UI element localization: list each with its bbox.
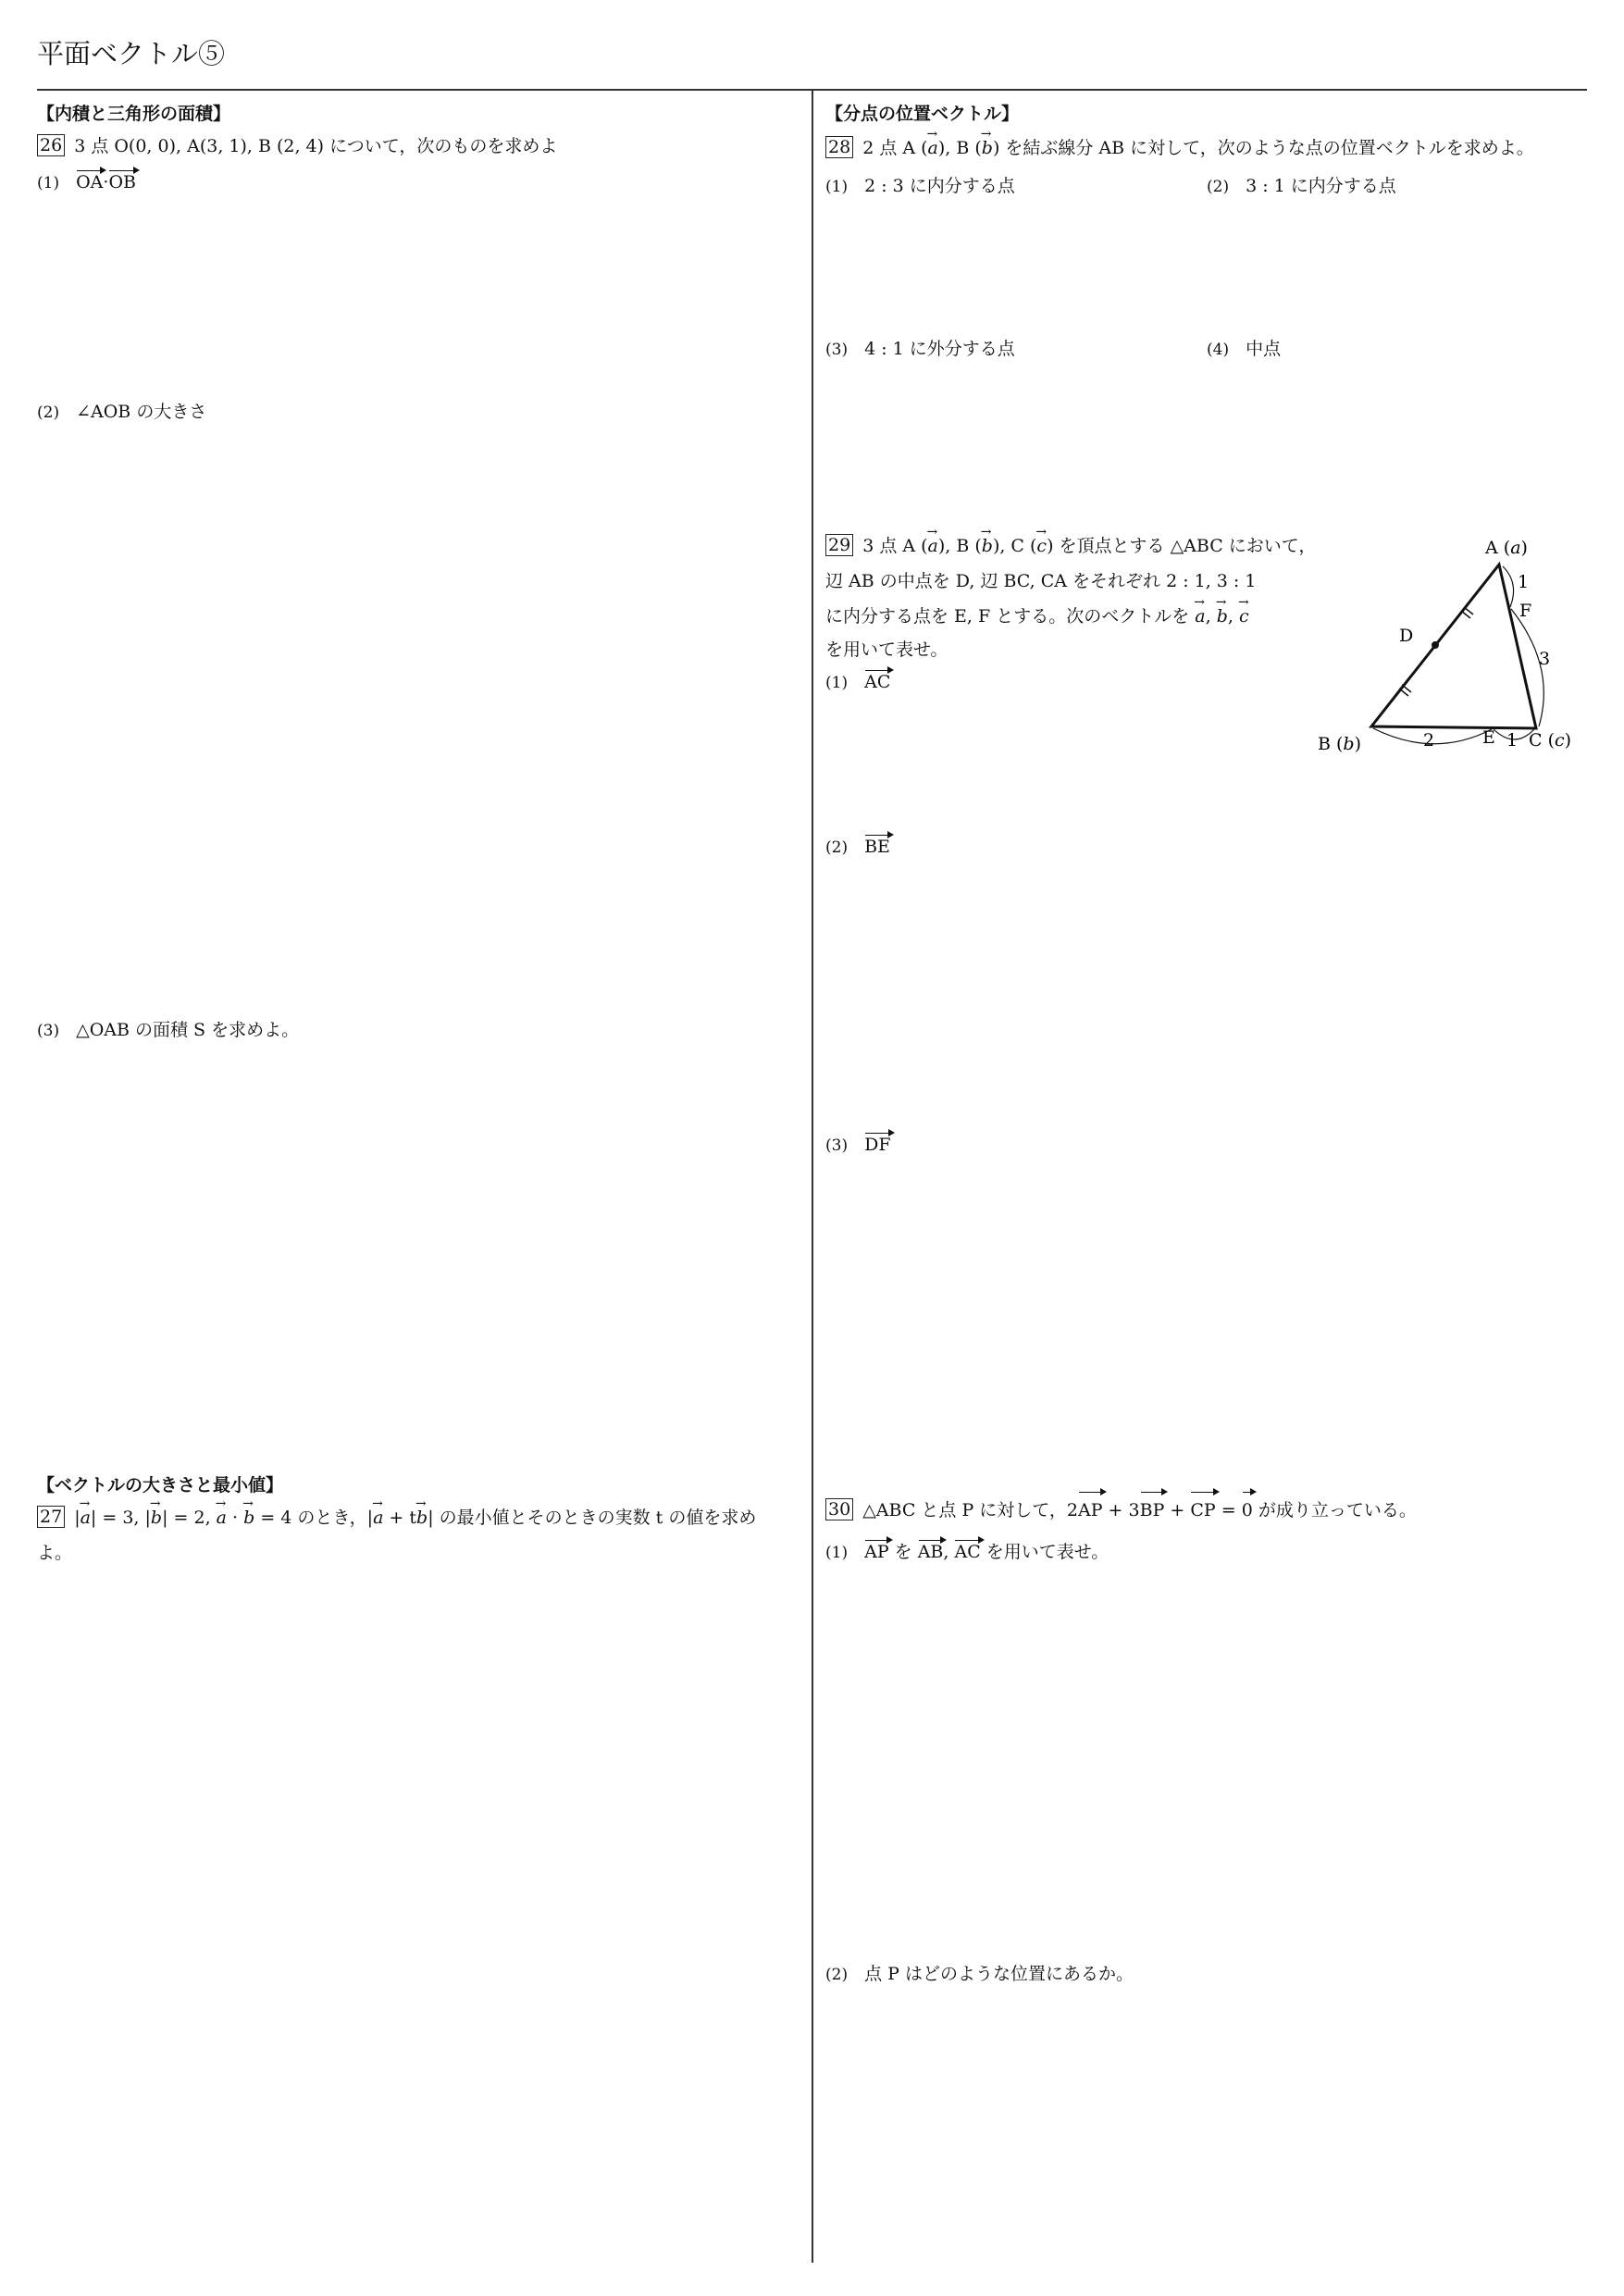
problem-29-line3 [825, 600, 1249, 633]
vector-a: → a [928, 131, 938, 165]
vector-bp: BP [1140, 1494, 1165, 1527]
text: が成り立っている。 [1252, 1500, 1417, 1520]
problem-28-statement [825, 131, 1534, 165]
vector-df: DF [864, 1135, 891, 1155]
section-heading-inner-product: 【内積と三角形の面積】 [37, 104, 231, 124]
item-text: 3 : 1 に内分する点 [1246, 176, 1396, 196]
item-label: (2) [37, 403, 60, 422]
text: | の最小値とそのときの実数 t の値を求め [428, 1508, 757, 1528]
text: ), B ( [937, 536, 982, 556]
vector-a: → a [928, 529, 938, 563]
section-heading-division-point: 【分点の位置ベクトル】 [825, 104, 1020, 124]
label-ratio-1: 1 [1518, 572, 1530, 592]
text: に内分する点を E, F とする。次のベクトルを [825, 606, 1196, 627]
section-heading-vector-magnitude: 【ベクトルの大きさと最小値】 [37, 1475, 284, 1496]
label-a: A (a) [1485, 538, 1528, 558]
problem-number-27: 27 [37, 1506, 65, 1528]
vector-a: → a [373, 1501, 383, 1534]
text: | [74, 1508, 81, 1528]
item-label: (1) [825, 674, 849, 692]
label-f: F [1519, 601, 1532, 621]
problem-26-item-1 [37, 172, 136, 192]
text: , [1205, 606, 1217, 627]
text: + t [383, 1508, 417, 1528]
label-e: E [1482, 727, 1495, 748]
vector-c: → c [1239, 600, 1249, 633]
item-label: (1) [825, 178, 849, 196]
page-title: 平面ベクトル⑤ [37, 38, 226, 69]
problem-30-item-2 [825, 1960, 1134, 1985]
problem-26-statement [37, 130, 557, 163]
label-c: C (c) [1529, 730, 1572, 751]
item-label: (2) [825, 838, 849, 857]
label-ratio-3: 3 [1539, 649, 1551, 669]
label-d: D [1399, 626, 1414, 646]
vector-cp: CP [1190, 1494, 1215, 1527]
label-ratio-2: 2 [1423, 730, 1435, 751]
vector-a: → a [1195, 600, 1205, 633]
item-label: (4) [1207, 341, 1230, 359]
vector-a: → a [81, 1501, 91, 1534]
text: + [1164, 1500, 1191, 1520]
vector-ac: AC [954, 1542, 981, 1562]
problem-27-line2: よ。 [37, 1543, 73, 1563]
item-label: (1) [825, 1544, 849, 1562]
item-label: (3) [825, 1136, 849, 1155]
problem-28-item-3 [825, 335, 1015, 360]
text: ), C ( [992, 536, 1037, 556]
problem-number-29: 29 [825, 534, 853, 556]
column-divider [812, 90, 813, 2263]
vector-ab: AB [917, 1542, 944, 1562]
item-text: 点 P はどのような位置にあるか。 [864, 1964, 1134, 1984]
text: ), B ( [937, 138, 982, 158]
label-ratio-1b: 1 [1506, 730, 1519, 751]
problem-28-item-4 [1207, 335, 1281, 360]
problem-number-28: 28 [825, 136, 853, 158]
problem-28-item-1 [825, 172, 1015, 197]
triangle-abc [1371, 565, 1536, 728]
text: · [226, 1508, 244, 1528]
vector-c: → c [1036, 529, 1047, 563]
item-text: △OAB の面積 S を求めよ。 [76, 1020, 300, 1040]
item-label: (1) [37, 174, 60, 192]
item-text: 中点 [1246, 339, 1282, 359]
vector-ap: AP [864, 1542, 889, 1562]
text: = [1215, 1500, 1242, 1520]
point-d [1432, 641, 1439, 649]
segment-af [1499, 565, 1509, 606]
text: , [943, 1542, 955, 1562]
problem-29-item-3 [825, 1135, 891, 1155]
item-text: ∠AOB の大きさ [76, 402, 207, 422]
problem-30-statement [825, 1494, 1417, 1527]
text: = 4 のとき，| [254, 1508, 374, 1528]
vector-ob: OB [108, 172, 136, 192]
text: 3 点 A ( [862, 536, 928, 556]
text: | = 2, [162, 1508, 217, 1528]
vector-ap: AP [1078, 1494, 1103, 1527]
problem-29-item-1 [825, 672, 890, 692]
item-label: (3) [825, 341, 849, 359]
text: ) を頂点とする △ABC において， [1047, 536, 1317, 556]
problem-30-item-1 [825, 1538, 1109, 1563]
item-label: (2) [825, 1966, 849, 1984]
text: ) を結ぶ線分 AB に対して，次のような点の位置ベクトルを求めよ。 [992, 138, 1534, 158]
vector-b: → b [151, 1501, 162, 1534]
text: を用いて表せ。 [980, 1542, 1110, 1562]
problem-29-line2: 辺 AB の中点を D, 辺 BC, CA をそれぞれ 2 : 1, 3 : 1 [825, 571, 1257, 591]
problem-28-item-2 [1207, 172, 1396, 197]
vector-b: → b [1217, 600, 1228, 633]
vector-b: → b [982, 131, 993, 165]
text: を [888, 1542, 918, 1562]
vector-b: → b [982, 529, 993, 563]
problem-26-item-3 [37, 1016, 299, 1041]
vector-be: BE [864, 837, 890, 857]
problem-number-30: 30 [825, 1498, 853, 1520]
problem-26-item-2 [37, 398, 206, 423]
problem-26-text: 3 点 O(0, 0), A(3, 1), B (2, 4) について，次のものを求めよ [74, 136, 558, 156]
problem-29-item-2 [825, 837, 890, 857]
text: △ABC と点 P に対して，2 [862, 1500, 1078, 1520]
problem-number-26: 26 [37, 134, 65, 156]
item-text: 4 : 1 に外分する点 [864, 339, 1015, 359]
vector-ac: AC [864, 672, 891, 692]
text: 2 点 A ( [862, 138, 928, 158]
label-b: B (b) [1318, 734, 1362, 754]
dot-operator: · [103, 172, 109, 192]
problem-29-line1 [825, 529, 1316, 563]
text: + 3 [1102, 1500, 1140, 1520]
vector-b: → b [416, 1501, 428, 1534]
vector-oa: OA [76, 172, 104, 192]
problem-29-line4: を用いて表せ。 [825, 639, 948, 660]
item-label: (3) [37, 1022, 60, 1040]
text: | = 3, | [90, 1508, 151, 1528]
text: , [1227, 606, 1239, 627]
vector-a: → a [217, 1501, 227, 1534]
triangle-figure [1314, 527, 1592, 768]
zero-vector: 0 [1242, 1494, 1253, 1527]
vector-b: → b [243, 1501, 254, 1534]
item-label: (2) [1207, 178, 1230, 196]
problem-27-statement [37, 1501, 756, 1534]
item-text: 2 : 3 に内分する点 [864, 176, 1015, 196]
